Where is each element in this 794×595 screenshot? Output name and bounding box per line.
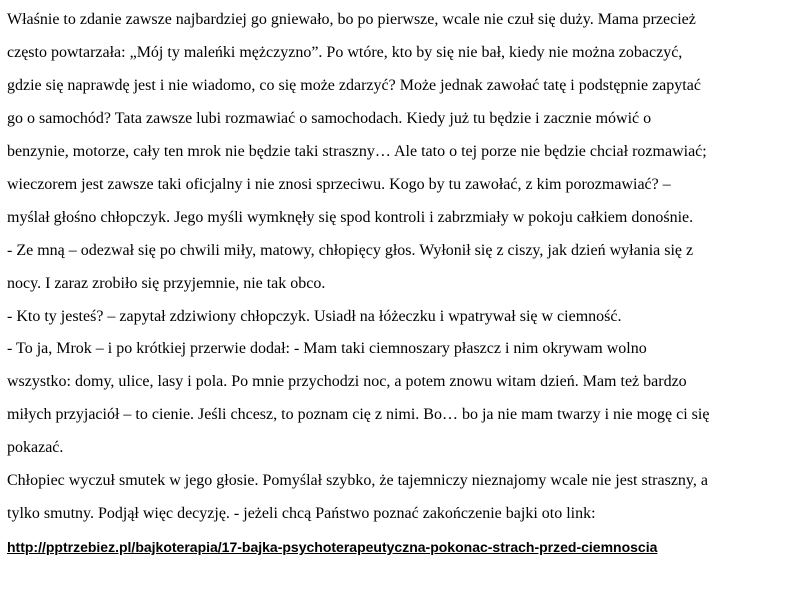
text-line: wieczorem jest zawsze taki oficjalny i nie znosi sprzeciwu. Kogo by tu zawołać, z kim porozmawiać? –	[7, 176, 671, 193]
text-line: często powtarzała: „Mój ty maleńki mężczyzno”. Po wtóre, kto by się nie bał, kiedy nie można zobaczyć,	[7, 44, 683, 61]
text-line: Właśnie to zdanie zawsze najbardziej go gniewało, bo po pierwsze, wcale nie czuł się duży. Mama przecież	[7, 11, 696, 28]
text-line: wszystko: domy, ulice, lasy i pola. Po mnie przychodzi noc, a potem znowu witam dzień. Mam też bardzo	[7, 373, 687, 390]
text-line: tylko smutny. Podjął więc decyzję. - jeżeli chcą Państwo poznać zakończenie bajki oto link:	[7, 505, 596, 522]
story-ending-link[interactable]: http://pptrzebiez.pl/bajkoterapia/17-bajka-psychoterapeutyczna-pokonac-strach-przed-ciemnoscia	[7, 539, 658, 555]
text-line: myślał głośno chłopczyk. Jego myśli wymknęły się spod kontroli i zabrzmiały w pokoju całkiem donośnie.	[7, 209, 694, 226]
text-line: - To ja, Mrok – i po krótkiej przerwie dodał: - Mam taki ciemnoszary płaszcz i nim okrywam wolno	[7, 340, 647, 357]
document-page	[7, 0, 794, 595]
text-line: benzynie, motorze, cały ten mrok nie będzie taki straszny… Ale tato o tej porze nie będzie chciał rozmawiać;	[7, 143, 707, 160]
text-line: miłych przyjaciół – to cienie. Jeśli chcesz, to poznam cię z nimi. Bo… bo ja nie mam twarzy i nie mogę ci się	[7, 406, 710, 423]
text-line: nocy. I zaraz zrobiło się przyjemnie, nie tak obco.	[7, 275, 326, 292]
text-line: - Ze mną – odezwał się po chwili miły, matowy, chłopięcy głos. Wyłonił się z ciszy, jak dzień wyłania się z	[7, 242, 694, 259]
text-line: gdzie się naprawdę jest i nie wiadomo, co się może zdarzyć? Może jednak zawołać tatę i podstępnie zapytać	[7, 77, 701, 94]
text-line: Chłopiec wyczuł smutek w jego głosie. Pomyślał szybko, że tajemniczy nieznajomy wcale nie jest straszny, a	[7, 472, 708, 489]
text-line: - Kto ty jesteś? – zapytał zdziwiony chłopczyk. Usiadł na łóżeczku i wpatrywał się w ciemność.	[7, 308, 622, 325]
text-line: go o samochód? Tata zawsze lubi rozmawiać o samochodach. Kiedy już tu będzie i zacznie mówić o	[7, 110, 652, 127]
text-line: pokazać.	[7, 439, 64, 456]
